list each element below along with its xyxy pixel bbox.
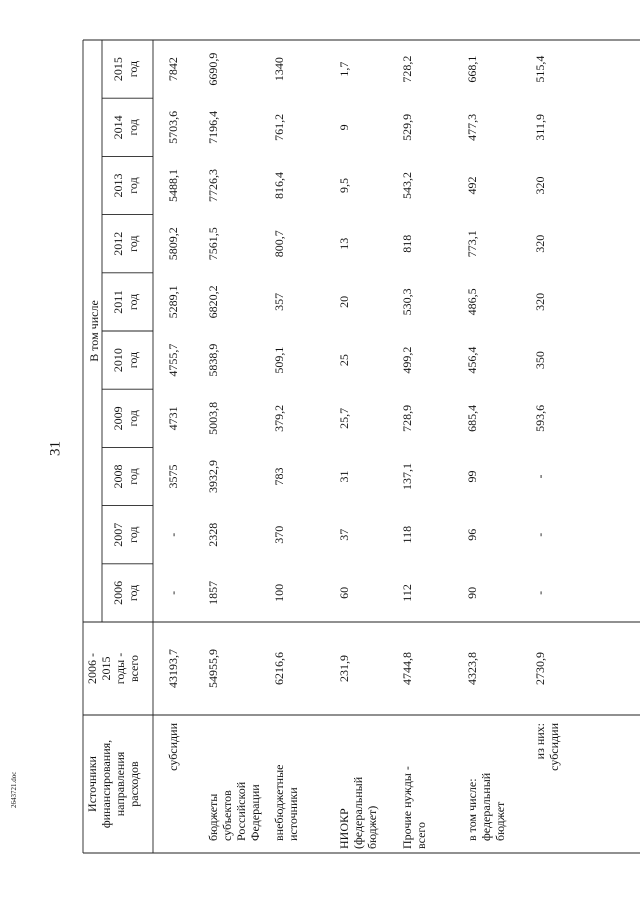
row-year-value: 99 bbox=[465, 470, 479, 483]
header-in-that-number: В том числе bbox=[87, 300, 101, 362]
row-year-value: 112 bbox=[400, 584, 414, 602]
row-year-value: 5809,2 bbox=[166, 227, 180, 261]
header-year: 2006 bbox=[111, 580, 125, 605]
page-number: 31 bbox=[47, 441, 64, 456]
row-year-value: 311,9 bbox=[533, 114, 547, 141]
header-year-unit: год bbox=[126, 293, 140, 311]
table-rotated-group bbox=[83, 40, 640, 853]
row-label-line: НИОКР bbox=[337, 808, 351, 849]
row-label-line: субсидии bbox=[547, 723, 561, 771]
file-name: 2643721.doc bbox=[10, 771, 18, 808]
row-year-value: 37 bbox=[337, 528, 351, 541]
row-total: 4744,8 bbox=[400, 652, 414, 685]
row-year-value: 773,1 bbox=[465, 230, 479, 258]
row-year-value: 20 bbox=[337, 295, 351, 308]
row-year-value: 543,2 bbox=[400, 172, 414, 199]
row-year-value: - bbox=[533, 532, 547, 537]
row-year-value: 4755,7 bbox=[166, 343, 180, 377]
row-year-value: 7196,4 bbox=[206, 110, 220, 144]
row-year-value: 118 bbox=[400, 525, 414, 544]
row-total: 231,9 bbox=[337, 655, 351, 682]
row-label-line: Российской bbox=[234, 781, 248, 841]
header-year-unit: год bbox=[126, 410, 140, 427]
row-year-value: 5703,6 bbox=[166, 110, 180, 144]
row-year-value: 593,6 bbox=[533, 404, 547, 432]
header-year: 2013 bbox=[111, 173, 125, 198]
row-total: 43193,7 bbox=[166, 649, 180, 688]
row-year-value: 7561,5 bbox=[206, 227, 220, 261]
row-year-value: 6690,9 bbox=[206, 52, 220, 86]
header-year-unit: год bbox=[126, 351, 140, 369]
row-total: 4323,8 bbox=[465, 652, 479, 685]
row-label-line: бюджеты bbox=[206, 793, 220, 841]
row-year-value: 529,9 bbox=[400, 113, 414, 141]
row-year-value: 3575 bbox=[166, 464, 180, 489]
row-year-value: 816,4 bbox=[272, 172, 286, 199]
row-year-value: 370 bbox=[272, 525, 286, 544]
row-label-line: субсидии bbox=[166, 723, 180, 771]
row-year-value: - bbox=[166, 590, 180, 595]
row-year-value: 1340 bbox=[272, 57, 286, 82]
header-year: 2010 bbox=[111, 348, 125, 373]
row-year-value: 456,4 bbox=[465, 346, 479, 374]
header-year-unit: год bbox=[126, 468, 140, 485]
row-year-value: 515,4 bbox=[533, 55, 547, 83]
row-year-value: 100 bbox=[272, 583, 286, 602]
row-year-value: 761,2 bbox=[272, 113, 286, 141]
row-year-value: 350 bbox=[533, 351, 547, 370]
row-label-line: (федеральный bbox=[351, 776, 365, 849]
header-year: 2012 bbox=[111, 231, 125, 256]
row-year-value: 530,3 bbox=[400, 288, 414, 316]
row-year-value: 7842 bbox=[166, 57, 180, 82]
row-year-value: 96 bbox=[465, 528, 479, 541]
row-year-value: 7726,3 bbox=[206, 169, 220, 202]
row-label-line: субъектов bbox=[220, 790, 234, 841]
header-source-line: финансирования, bbox=[99, 739, 113, 829]
header-year-unit: год bbox=[126, 177, 140, 194]
row-year-value: - bbox=[533, 590, 547, 595]
row-year-value: 5488,1 bbox=[166, 169, 180, 202]
row-total: 6216,6 bbox=[272, 652, 286, 685]
row-label-line: бюджет) bbox=[365, 805, 379, 849]
row-year-value: 800,7 bbox=[272, 230, 286, 258]
row-year-value: 486,5 bbox=[465, 288, 479, 316]
row-year-value: 60 bbox=[337, 586, 351, 599]
row-year-value: 9,5 bbox=[337, 178, 351, 193]
header-year: 2009 bbox=[111, 406, 125, 431]
header-year-unit: год bbox=[126, 119, 140, 136]
row-year-value: 5003,8 bbox=[206, 401, 220, 435]
row-year-value: - bbox=[533, 474, 547, 479]
row-year-value: 4731 bbox=[166, 406, 180, 431]
row-year-value: 783 bbox=[272, 467, 286, 486]
row-label-line: Прочие нужды - bbox=[400, 766, 414, 849]
row-label-line: Федерации bbox=[248, 784, 262, 841]
row-year-value: 320 bbox=[533, 176, 547, 195]
row-year-value: 477,3 bbox=[465, 113, 479, 141]
row-year-value: 6820,2 bbox=[206, 285, 220, 319]
row-year-value: 13 bbox=[337, 237, 351, 250]
header-source-line: расходов bbox=[127, 761, 141, 807]
row-year-value: 499,2 bbox=[400, 346, 414, 374]
row-year-value: - bbox=[166, 532, 180, 537]
header-year: 2007 bbox=[111, 522, 125, 547]
header-source-line: направления bbox=[113, 751, 127, 817]
row-year-value: 137,1 bbox=[400, 463, 414, 490]
header-year-unit: год bbox=[126, 235, 140, 252]
header-year-unit: год bbox=[126, 60, 140, 78]
row-year-value: 5289,1 bbox=[166, 285, 180, 319]
row-year-value: 492 bbox=[465, 176, 479, 195]
header-total-line: 2015 bbox=[99, 656, 113, 681]
header-total-line: 2006 - bbox=[85, 653, 99, 684]
row-year-value: 320 bbox=[533, 292, 547, 311]
row-year-value: 25 bbox=[337, 354, 351, 367]
row-year-value: 668,1 bbox=[465, 55, 479, 83]
row-year-value: 379,2 bbox=[272, 404, 286, 432]
row-year-value: 818 bbox=[400, 234, 414, 253]
row-year-value: 1,7 bbox=[337, 61, 351, 77]
header-total-line: годы - bbox=[113, 652, 127, 685]
header-year-unit: год bbox=[126, 526, 140, 543]
row-year-value: 685,4 bbox=[465, 404, 479, 432]
row-year-value: 3932,9 bbox=[206, 460, 220, 493]
row-year-value: 320 bbox=[533, 234, 547, 253]
header-year-unit: год bbox=[126, 584, 140, 602]
row-year-value: 728,2 bbox=[400, 55, 414, 83]
row-year-value: 31 bbox=[337, 470, 351, 483]
row-total: 54955,9 bbox=[206, 649, 220, 688]
row-year-value: 357 bbox=[272, 292, 286, 311]
row-label-line: всего bbox=[414, 821, 428, 849]
row-year-value: 90 bbox=[465, 586, 479, 599]
header-year: 2011 bbox=[111, 290, 125, 314]
header-source-line: Источники bbox=[85, 756, 99, 812]
row-label-line: в том числе: bbox=[465, 778, 479, 841]
row-label-line: федеральный bbox=[479, 772, 493, 841]
row-year-value: 2328 bbox=[206, 522, 220, 547]
header-total-line: всего bbox=[127, 654, 141, 683]
row-label-line: из них: bbox=[533, 723, 547, 760]
row-label-line: источники bbox=[286, 787, 300, 841]
row-label-line: внебюджетные bbox=[272, 764, 286, 841]
header-year: 2015 bbox=[111, 57, 125, 82]
header-year: 2008 bbox=[111, 464, 125, 489]
row-year-value: 25,7 bbox=[337, 407, 351, 429]
row-year-value: 728,9 bbox=[400, 404, 414, 432]
row-year-value: 9 bbox=[337, 124, 351, 131]
row-year-value: 5838,9 bbox=[206, 343, 220, 377]
row-year-value: 1857 bbox=[206, 580, 220, 605]
row-total: 2730,9 bbox=[533, 652, 547, 685]
row-label-line: бюджет bbox=[493, 801, 507, 841]
header-year: 2014 bbox=[111, 115, 125, 140]
row-year-value: 509,1 bbox=[272, 346, 286, 374]
